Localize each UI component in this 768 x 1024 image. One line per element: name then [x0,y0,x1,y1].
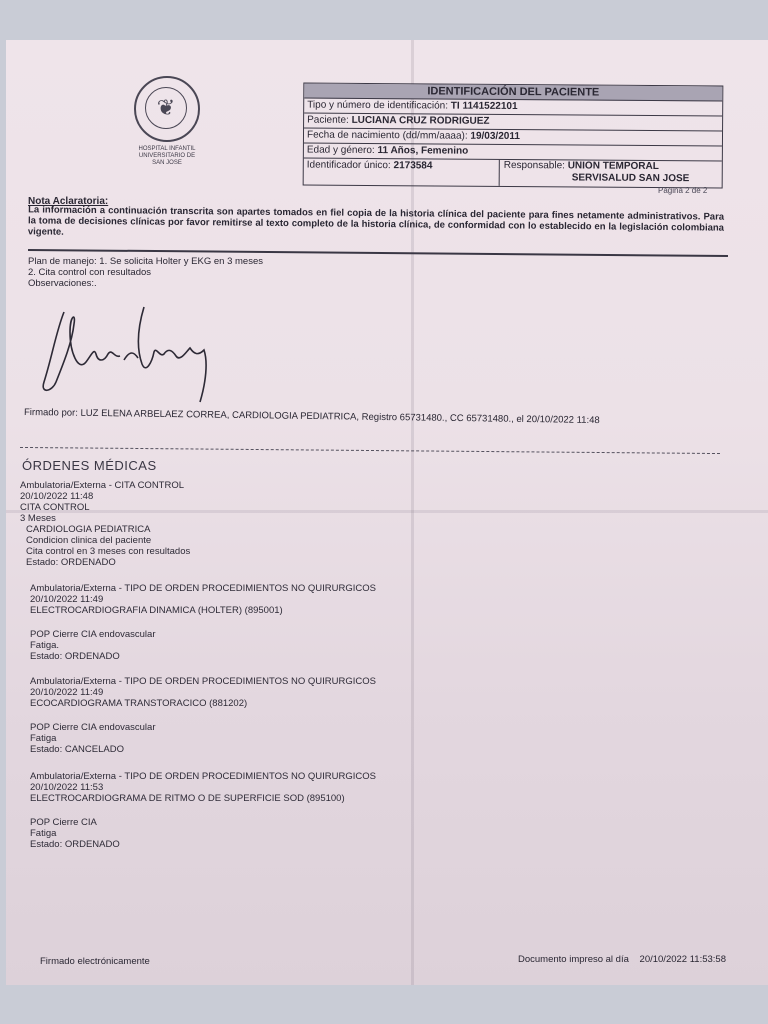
dob-row: Fecha de nacimiento (dd/mm/aaaa): 19/03/2011 [304,129,722,147]
id-value: TI 1141522101 [450,100,518,113]
order-name: ECOCARDIOGRAMA TRANSTORACICO (881202) [30,698,248,709]
order-holter [30,583,376,662]
patient-id-box [303,83,724,189]
document-page [6,40,768,985]
order-detail: Cita control en 3 meses con resultados [26,546,191,557]
order-type: Ambulatoria/Externa - CITA CONTROL [20,480,185,491]
order-reason: Fatiga [30,828,57,839]
print-date: Documento impreso al día 20/10/2022 11:53:58 [518,954,726,965]
order-status: Estado: CANCELADO [30,744,124,755]
patient-name: LUCIANA CRUZ RODRIGUEZ [351,114,490,127]
id-row: Tipo y número de identificación: TI 1141522101 [304,99,722,117]
plan-line-2: 2. Cita control con resultados [28,267,152,278]
handwritten-signature [34,302,224,407]
order-name: CITA CONTROL [20,502,90,513]
logo-text: HOSPITAL INFANTIL UNIVERSITARIO DE SAN JOSE [138,146,196,166]
electronic-signature-note: Firmado electrónicamente [40,956,150,967]
order-status: Estado: ORDENADO [30,651,120,662]
plan-section [28,256,263,289]
observations: Observaciones:. [28,278,97,289]
hospital-logo [132,76,202,167]
age-row: Edad y género: 11 Años, Femenino [304,144,722,162]
order-cita-control [20,480,190,568]
seal-icon: ❦ [134,76,200,142]
responsible-value-2: SERVISALUD SAN JOSE [571,172,690,185]
responsible-value-1: UNION TEMPORAL [567,160,659,173]
order-type: Ambulatoria/Externa - TIPO DE ORDEN PROCEDIMIENTOS NO QUIRURGICOS [30,583,376,594]
order-diagnosis: POP Cierre CIA [30,817,97,828]
order-ecocardiograma [30,676,376,755]
order-quantity: 3 Meses [20,513,56,524]
order-name: ELECTROCARDIOGRAFIA DINAMICA (HOLTER) (895001) [30,605,283,616]
order-type: Ambulatoria/Externa - TIPO DE ORDEN PROCEDIMIENTOS NO QUIRURGICOS [30,676,376,687]
order-reason: Fatiga. [30,640,60,651]
uid-value: 2173584 [393,160,433,172]
order-diagnosis: POP Cierre CIA endovascular [30,629,156,640]
patient-box-header: IDENTIFICACIÓN DEL PACIENTE [304,84,722,102]
age-value: 11 Años, Femenino [377,145,469,157]
order-type: Ambulatoria/Externa - TIPO DE ORDEN PROCEDIMIENTOS NO QUIRURGICOS [30,771,376,782]
print-timestamp: 20/10/2022 11:53:58 [639,954,726,965]
order-date: 20/10/2022 11:53 [30,782,104,793]
order-diagnosis: POP Cierre CIA endovascular [30,722,156,733]
dob-value: 19/03/2011 [470,130,520,143]
order-status: Estado: ORDENADO [26,557,116,568]
order-specialty: CARDIOLOGIA PEDIATRICA [26,524,151,535]
patient-row: Paciente: LUCIANA CRUZ RODRIGUEZ [304,114,722,132]
order-date: 20/10/2022 11:49 [30,594,104,605]
order-reason: Fatiga [30,733,57,744]
dashed-separator [20,447,720,454]
orders-title: ÓRDENES MÉDICAS [22,458,157,473]
nota-title: Nota Aclaratoria: [28,196,109,207]
order-name: ELECTROCARDIOGRAMA DE RITMO O DE SUPERFICIE SOD (895100) [30,793,345,804]
signed-by-line: Firmado por: LUZ ELENA ARBELAEZ CORREA, CARDIOLOGIA PEDIATRICA, Registro 65731480., CC 65731480., el 20/10/2022 11:48 [23,406,600,427]
uid-row: Identificador único: 2173584 Responsable: UNION TEMPORAL SERVISALUD SAN JOSE [304,159,722,188]
order-date: 20/10/2022 11:49 [30,687,104,698]
order-condition: Condicion clinica del paciente [26,535,152,546]
order-electrocardiograma [30,771,376,850]
nota-body: La información a continuación transcrita son apartes tomados en fiel copia de la historia clínica del paciente para fines netamente administrativos. Para la toma de decisiones clínicas por favor remitirse al texto completo de la historia clínica, de conformidad con lo establecido en la legislación colombiana vigente. [27,204,725,238]
order-date: 20/10/2022 11:48 [20,491,94,502]
plan-line-1: Plan de manejo: 1. Se solicita Holter y EKG en 3 meses [28,256,263,267]
page-number: Página 2 de 2 [658,186,708,195]
order-status: Estado: ORDENADO [30,839,120,850]
